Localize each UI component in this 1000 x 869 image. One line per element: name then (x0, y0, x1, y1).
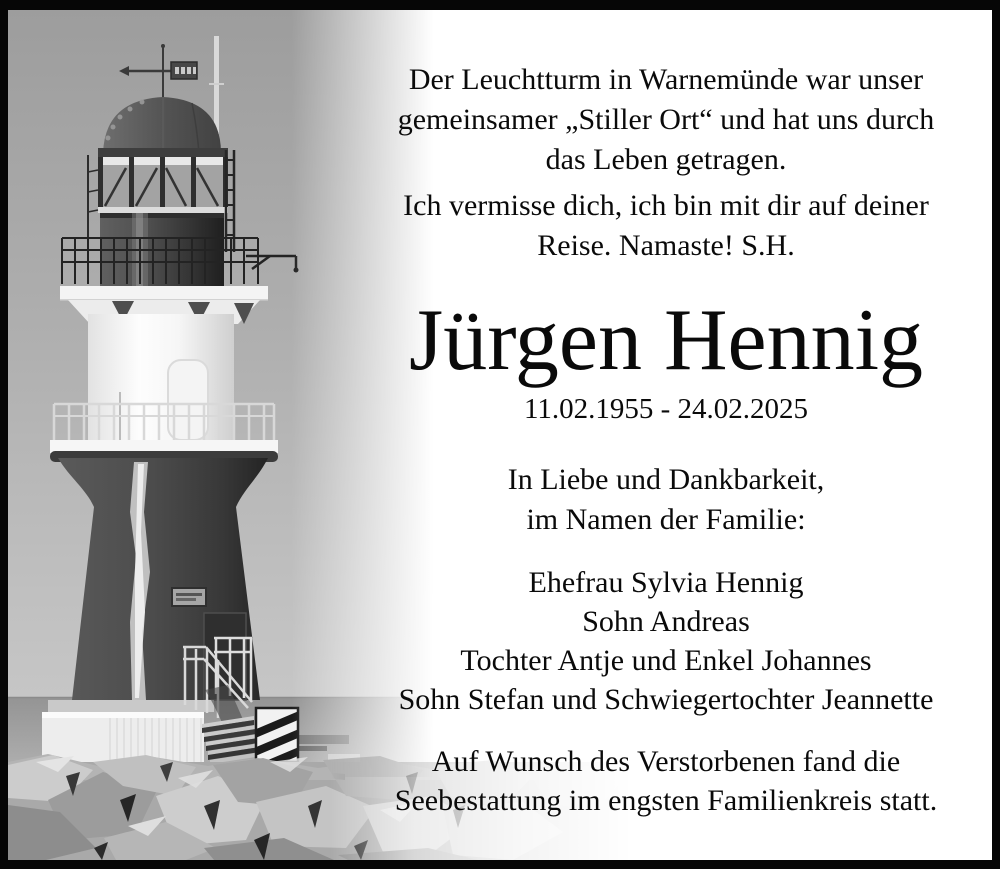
deceased-name: Jürgen Hennig (408, 292, 924, 389)
frame-border-right (992, 0, 1000, 869)
life-dates: 11.02.1955 - 24.02.2025 (523, 393, 809, 425)
closing-line: Seebestattung im engsten Familienkreis statt. (394, 784, 938, 817)
family-member-line: Sohn Andreas (582, 605, 750, 638)
lighthouse-plinth (42, 712, 204, 764)
family-intro-line: im Namen der Familie: (526, 503, 806, 536)
epigraph-line: gemeinsamer „Stiller Ort“ und hat uns durch (397, 103, 935, 136)
epigraph-line: Der Leuchtturm in Warnemünde war unser (408, 63, 924, 96)
closing-line: Auf Wunsch des Verstorbenen fand die (431, 745, 901, 778)
frame-border-bottom (0, 860, 1000, 869)
frame-border-left (0, 0, 8, 869)
epigraph-quote (340, 60, 992, 180)
personal-line: Reise. Namaste! S.H. (537, 229, 795, 262)
personal-line: Ich vermisse dich, ich bin mit dir auf deiner (403, 189, 929, 222)
personal-message (340, 186, 992, 266)
family-member-line: Tochter Antje und Enkel Johannes (460, 644, 872, 677)
epigraph-line: das Leben getragen. (545, 143, 787, 176)
closing-note (340, 742, 992, 820)
frame-border-top (0, 0, 1000, 10)
family-list (340, 563, 992, 719)
family-intro-line: In Liebe und Dankbarkeit, (507, 463, 825, 496)
family-member-line: Sohn Stefan und Schwiegertochter Jeannette (398, 683, 934, 716)
family-intro (340, 460, 992, 540)
family-member-line: Ehefrau Sylvia Hennig (528, 566, 804, 599)
